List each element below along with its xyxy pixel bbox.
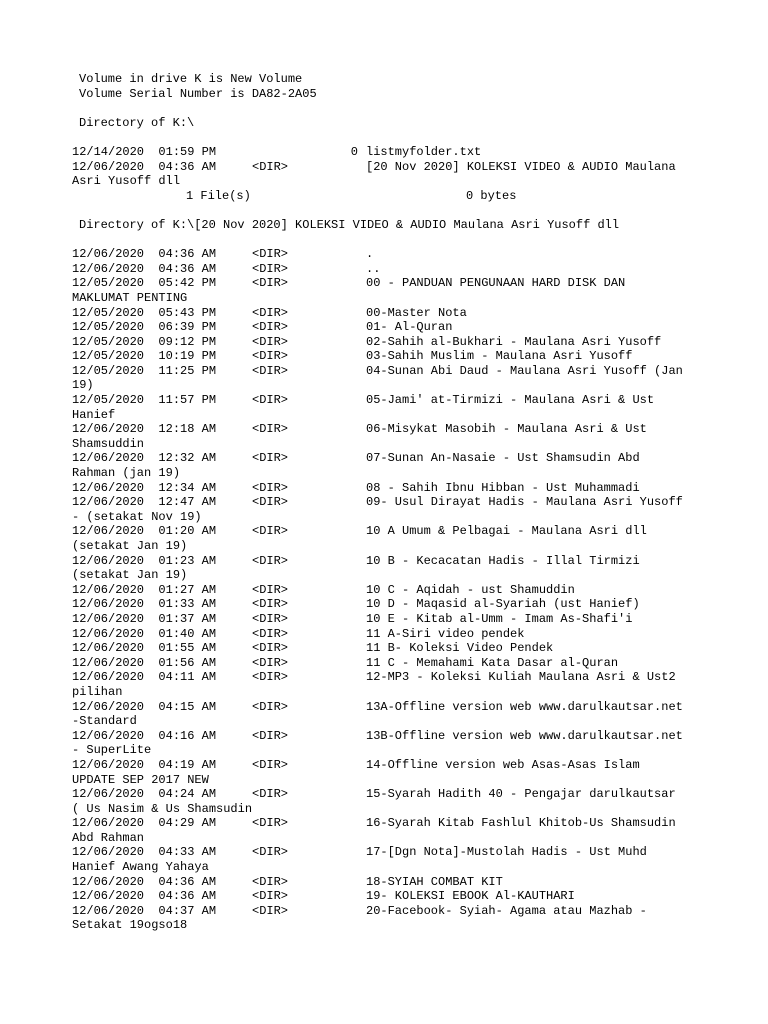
volume-line: Volume in drive K is New Volume — [79, 72, 303, 86]
entry-name: 18-SYIAH COMBAT KIT — [366, 874, 503, 889]
entry-name: 10 C - Aqidah - ust Shamuddin — [366, 582, 575, 597]
entry-datetime: 12/06/2020 04:15 AM — [72, 699, 217, 714]
entry-name: 02-Sahih al-Bukhari - Maulana Asri Yusoff — [366, 334, 662, 349]
entry-datetime: 12/05/2020 06:39 PM — [72, 320, 217, 335]
entry-datetime: 12/06/2020 04:29 AM — [72, 816, 217, 831]
entry-name-continued: Abd Rahman — [72, 830, 145, 845]
list-item[interactable] — [72, 597, 768, 612]
entry-type: <DIR> — [252, 889, 289, 904]
entry-name: 10 B - Kecacatan Hadis - Illal Tirmizi — [366, 553, 640, 568]
entry-name: 15-Syarah Hadith 40 - Pengajar darulkautsar — [366, 787, 676, 802]
entry-datetime: 12/05/2020 11:25 PM — [72, 363, 217, 378]
entry-name-continued: (setakat Jan 19) — [72, 539, 188, 553]
entry-name-continued: UPDATE SEP 2017 NEW — [72, 772, 209, 787]
entry-name: 14-Offline version web Asas-Asas Islam — [366, 757, 640, 772]
entry-datetime: 12/06/2020 12:47 AM — [72, 495, 217, 510]
entry-name: listmyfolder.txt — [366, 144, 482, 159]
entry-type: <DIR> — [252, 305, 289, 320]
entry-name: 00 - PANDUAN PENGUNAAN HARD DISK DAN — [366, 276, 626, 291]
list-item[interactable] — [72, 160, 768, 175]
entry-type: <DIR> — [252, 597, 289, 612]
entry-name-continued: -Standard — [72, 714, 137, 729]
list-item[interactable] — [72, 145, 768, 160]
entry-type: <DIR> — [252, 903, 289, 918]
entry-datetime: 12/06/2020 01:56 AM — [72, 655, 217, 670]
entry-type: <DIR> — [252, 553, 289, 568]
entry-name-continued: - SuperLite — [72, 743, 152, 758]
entry-name-continued: - (setakat Nov 19) — [72, 509, 202, 524]
entry-datetime: 12/06/2020 04:24 AM — [72, 787, 217, 802]
list-item[interactable] — [72, 758, 768, 773]
list-item[interactable] — [72, 451, 768, 466]
entry-datetime: 12/05/2020 11:57 PM — [72, 393, 217, 408]
entry-datetime: 12/06/2020 04:36 AM — [72, 247, 217, 262]
list-item[interactable] — [72, 904, 768, 919]
entry-type: <DIR> — [252, 422, 289, 437]
list-item[interactable] — [72, 612, 768, 627]
entry-datetime: 12/06/2020 12:32 AM — [72, 451, 217, 466]
entry-datetime: 12/05/2020 05:43 PM — [72, 305, 217, 320]
entry-name-continued: Hanief Awang Yahaya — [72, 860, 209, 875]
list-item[interactable] — [72, 335, 768, 350]
list-item[interactable] — [72, 306, 768, 321]
entry-name: 01- Al-Quran — [366, 320, 453, 335]
entry-datetime: 12/06/2020 04:36 AM — [72, 261, 217, 276]
entry-datetime: 12/06/2020 04:36 AM — [72, 159, 217, 174]
entry-datetime: 12/06/2020 12:34 AM — [72, 480, 217, 495]
entry-name-continued: (setakat Jan 19) — [72, 568, 188, 583]
entry-datetime: 12/14/2020 01:59 PM — [72, 144, 217, 159]
list-item[interactable] — [72, 247, 768, 262]
entry-name: 07-Sunan An-Nasaie - Ust Shamsudin Abd — [366, 451, 640, 466]
root-entry-list — [72, 145, 768, 189]
entry-name: 09- Usul Dirayat Hadis - Maulana Asri Yusoff — [366, 495, 683, 510]
entry-datetime: 12/05/2020 09:12 PM — [72, 334, 217, 349]
entry-datetime: 12/06/2020 01:23 AM — [72, 553, 217, 568]
list-item[interactable] — [72, 787, 768, 802]
list-item[interactable] — [72, 393, 768, 408]
entry-type: <DIR> — [252, 626, 289, 641]
entry-type: <DIR> — [252, 159, 289, 174]
entry-name: 00-Master Nota — [366, 305, 467, 320]
list-item[interactable] — [72, 816, 768, 831]
list-item[interactable] — [72, 524, 768, 539]
entry-type: <DIR> — [252, 276, 289, 291]
entry-type: <DIR> — [252, 480, 289, 495]
list-item[interactable] — [72, 845, 768, 860]
list-item[interactable] — [72, 495, 768, 510]
entry-name: 04-Sunan Abi Daud - Maulana Asri Yusoff (Jan — [366, 363, 683, 378]
list-item[interactable] — [72, 670, 768, 685]
entry-name: 03-Sahih Muslim - Maulana Asri Yusoff — [366, 349, 633, 364]
entry-name: 06-Misykat Masobih - Maulana Asri & Ust — [366, 422, 647, 437]
entry-name-continued: Asri Yusoff dll — [72, 174, 181, 189]
entry-datetime: 12/06/2020 04:36 AM — [72, 889, 217, 904]
entry-name: 16-Syarah Kitab Fashlul Khitob-Us Shamsudin — [366, 816, 676, 831]
list-item[interactable] — [72, 656, 768, 671]
entry-datetime: 12/06/2020 04:11 AM — [72, 670, 217, 685]
entry-name: 11 C - Memahami Kata Dasar al-Quran — [366, 655, 619, 670]
list-item[interactable] — [72, 729, 768, 744]
entry-type: <DIR> — [252, 582, 289, 597]
entry-type: <DIR> — [252, 524, 289, 539]
list-item[interactable] — [72, 276, 768, 291]
entry-name: 17-[Dgn Nota]-Mustolah Hadis - Ust Muhd — [366, 845, 647, 860]
entry-name-continued: Shamsuddin — [72, 436, 145, 451]
entry-type: <DIR> — [252, 393, 289, 408]
entry-datetime: 12/06/2020 01:55 AM — [72, 641, 217, 656]
list-item[interactable] — [72, 700, 768, 715]
entry-name: 11 A-Siri video pendek — [366, 626, 525, 641]
entry-name-continued: Hanief — [72, 407, 116, 422]
entry-datetime: 12/06/2020 04:19 AM — [72, 757, 217, 772]
entry-name: 11 B- Koleksi Video Pendek — [366, 641, 554, 656]
entry-size: 0 — [350, 144, 358, 159]
entry-type: <DIR> — [252, 261, 289, 276]
entry-datetime: 12/06/2020 01:27 AM — [72, 582, 217, 597]
entry-name: 13A-Offline version web www.darulkautsar.net — [366, 699, 683, 714]
entry-type: <DIR> — [252, 816, 289, 831]
entry-name: .. — [366, 261, 381, 276]
list-item[interactable] — [72, 554, 768, 569]
entry-type: <DIR> — [252, 247, 289, 262]
list-item[interactable] — [72, 364, 768, 379]
entry-type: <DIR> — [252, 349, 289, 364]
list-item[interactable] — [72, 583, 768, 598]
entry-datetime: 12/05/2020 10:19 PM — [72, 349, 217, 364]
entry-datetime: 12/05/2020 05:42 PM — [72, 276, 217, 291]
list-item[interactable] — [72, 349, 768, 364]
entry-type: <DIR> — [252, 728, 289, 743]
list-item[interactable] — [72, 641, 768, 656]
directory-heading-root: Directory of K:\ — [79, 115, 195, 130]
entry-type: <DIR> — [252, 611, 289, 626]
entry-type: <DIR> — [252, 757, 289, 772]
entry-type: <DIR> — [252, 320, 289, 335]
entry-name: 10 E - Kitab al-Umm - Imam As-Shafi'i — [366, 611, 633, 626]
list-item[interactable] — [72, 481, 768, 496]
entry-name: 10 D - Maqasid al-Syariah (ust Hanief) — [366, 597, 640, 612]
entry-datetime: 12/06/2020 01:37 AM — [72, 611, 217, 626]
entry-datetime: 12/06/2020 04:16 AM — [72, 728, 217, 743]
entry-name-continued: pilihan — [72, 684, 123, 699]
entry-name: . — [366, 247, 374, 262]
entry-datetime: 12/06/2020 04:33 AM — [72, 845, 217, 860]
entry-name-continued: ( Us Nasim & Us Shamsudin — [72, 801, 253, 816]
list-item[interactable] — [72, 422, 768, 437]
list-item[interactable] — [72, 889, 768, 904]
entry-name-continued: Rahman (jan 19) — [72, 466, 181, 481]
entry-name: 20-Facebook- Syiah- Agama atau Mazhab - — [366, 903, 647, 918]
byte-count: 0 bytes — [466, 188, 517, 203]
file-count: 1 File(s) — [186, 188, 251, 203]
entry-name-continued: MAKLUMAT PENTING — [72, 290, 188, 305]
entry-type: <DIR> — [252, 363, 289, 378]
entry-name: 13B-Offline version web www.darulkautsar.net — [366, 728, 683, 743]
directory-heading-sub: Directory of K:\[20 Nov 2020] KOLEKSI VIDEO & AUDIO Maulana Asri Yusoff dll — [79, 217, 620, 232]
list-item[interactable] — [72, 320, 768, 335]
entry-name-continued: 19) — [72, 378, 94, 393]
entry-datetime: 12/06/2020 04:37 AM — [72, 903, 217, 918]
entry-type: <DIR> — [252, 787, 289, 802]
list-item[interactable] — [72, 875, 768, 890]
entry-datetime: 12/06/2020 01:40 AM — [72, 626, 217, 641]
serial-line: Volume Serial Number is DA82-2A05 — [79, 86, 317, 101]
entry-datetime: 12/06/2020 12:18 AM — [72, 422, 217, 437]
entry-datetime: 12/06/2020 01:33 AM — [72, 597, 217, 612]
entry-type: <DIR> — [252, 495, 289, 510]
list-item[interactable] — [72, 262, 768, 277]
entry-type: <DIR> — [252, 451, 289, 466]
entry-name-continued: Setakat 19ogso18 — [72, 918, 188, 933]
entry-name: [20 Nov 2020] KOLEKSI VIDEO & AUDIO Maulana — [366, 159, 676, 174]
entry-type: <DIR> — [252, 670, 289, 685]
entry-name: 12-MP3 - Koleksi Kuliah Maulana Asri & Ust2 — [366, 670, 676, 685]
entry-datetime: 12/06/2020 04:36 AM — [72, 874, 217, 889]
entry-list — [72, 247, 768, 933]
entry-type: <DIR> — [252, 655, 289, 670]
entry-name: 08 - Sahih Ibnu Hibban - Ust Muhammadi — [366, 480, 640, 495]
entry-type: <DIR> — [252, 334, 289, 349]
entry-type: <DIR> — [252, 845, 289, 860]
entry-type: <DIR> — [252, 699, 289, 714]
list-item[interactable] — [72, 627, 768, 642]
entry-name: 05-Jami' at-Tirmizi - Maulana Asri & Ust — [366, 393, 655, 408]
entry-name: 10 A Umum & Pelbagai - Maulana Asri dll — [366, 524, 647, 539]
entry-type: <DIR> — [252, 874, 289, 889]
entry-type: <DIR> — [252, 641, 289, 656]
entry-name: 19- KOLEKSI EBOOK Al-KAUTHARI — [366, 889, 575, 904]
entry-datetime: 12/06/2020 01:20 AM — [72, 524, 217, 539]
root-summary — [72, 189, 768, 204]
